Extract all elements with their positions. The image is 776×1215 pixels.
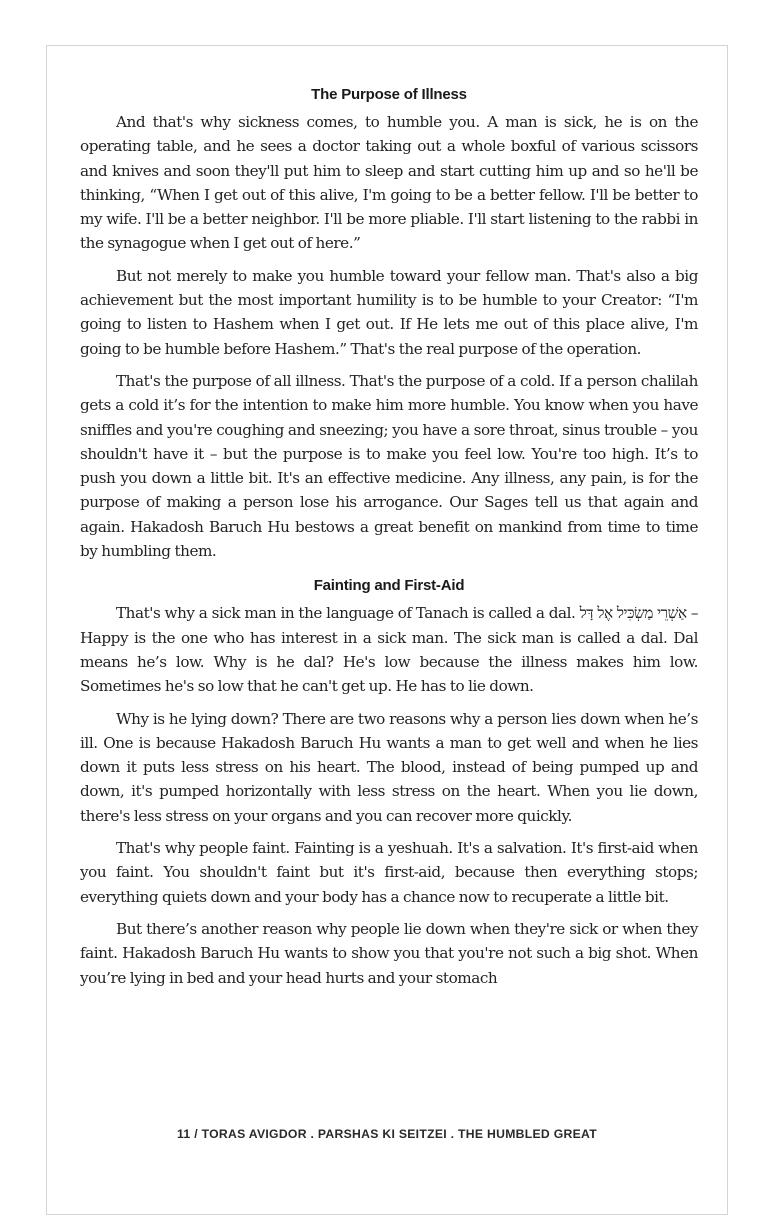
paragraph: But not merely to make you humble toward your fellow man. That's also a big achievement but the most important humility is to be humble to your Creator: “I'm going to listen to Hashem when I get out. If He lets me out of this place alive, I'm going to be humble before Hashem.” That's the real purpose of the operation. — [80, 266, 698, 358]
section-heading-fainting-and-first-aid: Fainting and First-Aid — [313, 577, 465, 595]
document-page — [46, 45, 728, 1215]
page-content — [80, 86, 698, 998]
paragraph-text: – Happy is the one who has interest in a sick man. The sick man is called a dal. Dal means he’s low. Why is he dal? He's low because the illness makes him low. Sometimes he's so low that he can't get up. He has to lie down. — [80, 604, 698, 696]
paragraph-dal — [80, 601, 698, 698]
paragraph: That's why people faint. Fainting is a yeshuah. It's a salvation. It's first-aid when you faint. You shouldn't faint but it's first-aid, because then everything stops; everything quiets down and your body has a chance now to recuperate a little bit. — [80, 839, 698, 906]
hebrew-quote: אַשְׁרֵי מַשְׂכִּיל אֶל דָּל — [579, 604, 687, 623]
paragraph-text: That's why a sick man in the language of Tanach is called a dal. — [116, 604, 580, 623]
paragraph: And that's why sickness comes, to humble you. A man is sick, he is on the operating table, and he sees a doctor taking out a whole boxful of various scissors and knives and soon they'll put him to sleep and start cutting him up and so he'll be thinking, “When I get out of this alive, I'm going to be a better fellow. I'll be better to my wife. I'll be a better neighbor. I'll be more pliable. I'll start listening to the rabbi in the synagogue when I get out of here.” — [80, 113, 698, 253]
paragraph: Why is he lying down? There are two reasons why a person lies down when he’s ill. One is because Hakadosh Baruch Hu wants a man to get well and when he lies down it puts less stress on his heart. The blood, instead of being pumped up and down, it's pumped horizontally with less stress on the heart. When you lie down, there's less stress on your organs and you can recover more quickly. — [80, 709, 698, 825]
page-footer: 11 / TORAS AVIGDOR . PARSHAS KI SEITZEI . THE HUMBLED GREAT — [177, 1127, 597, 1141]
paragraph: That's the purpose of all illness. That's the purpose of a cold. If a person chalilah gets a cold it’s for the intention to make him more humble. You know when you have sniffles and you're coughing and sneezing; you have a sore throat, sinus trouble – you shouldn't have it – but the purpose is to make you feel low. You're too high. It’s to push you down a little bit. It's an effective medicine. Any illness, any pain, is for the purpose of making a person lose his arrogance. Our Sages tell us that again and again. Hakadosh Baruch Hu bestows a great benefit on mankind from time to time by humbling them. — [80, 371, 698, 561]
section-heading-purpose-of-illness: The Purpose of Illness — [311, 86, 467, 103]
paragraph: But there’s another reason why people lie down when they're sick or when they faint. Hakadosh Baruch Hu wants to show you that you're not such a big shot. When you’re lying in bed and your head hurts and your stomach — [80, 919, 698, 987]
